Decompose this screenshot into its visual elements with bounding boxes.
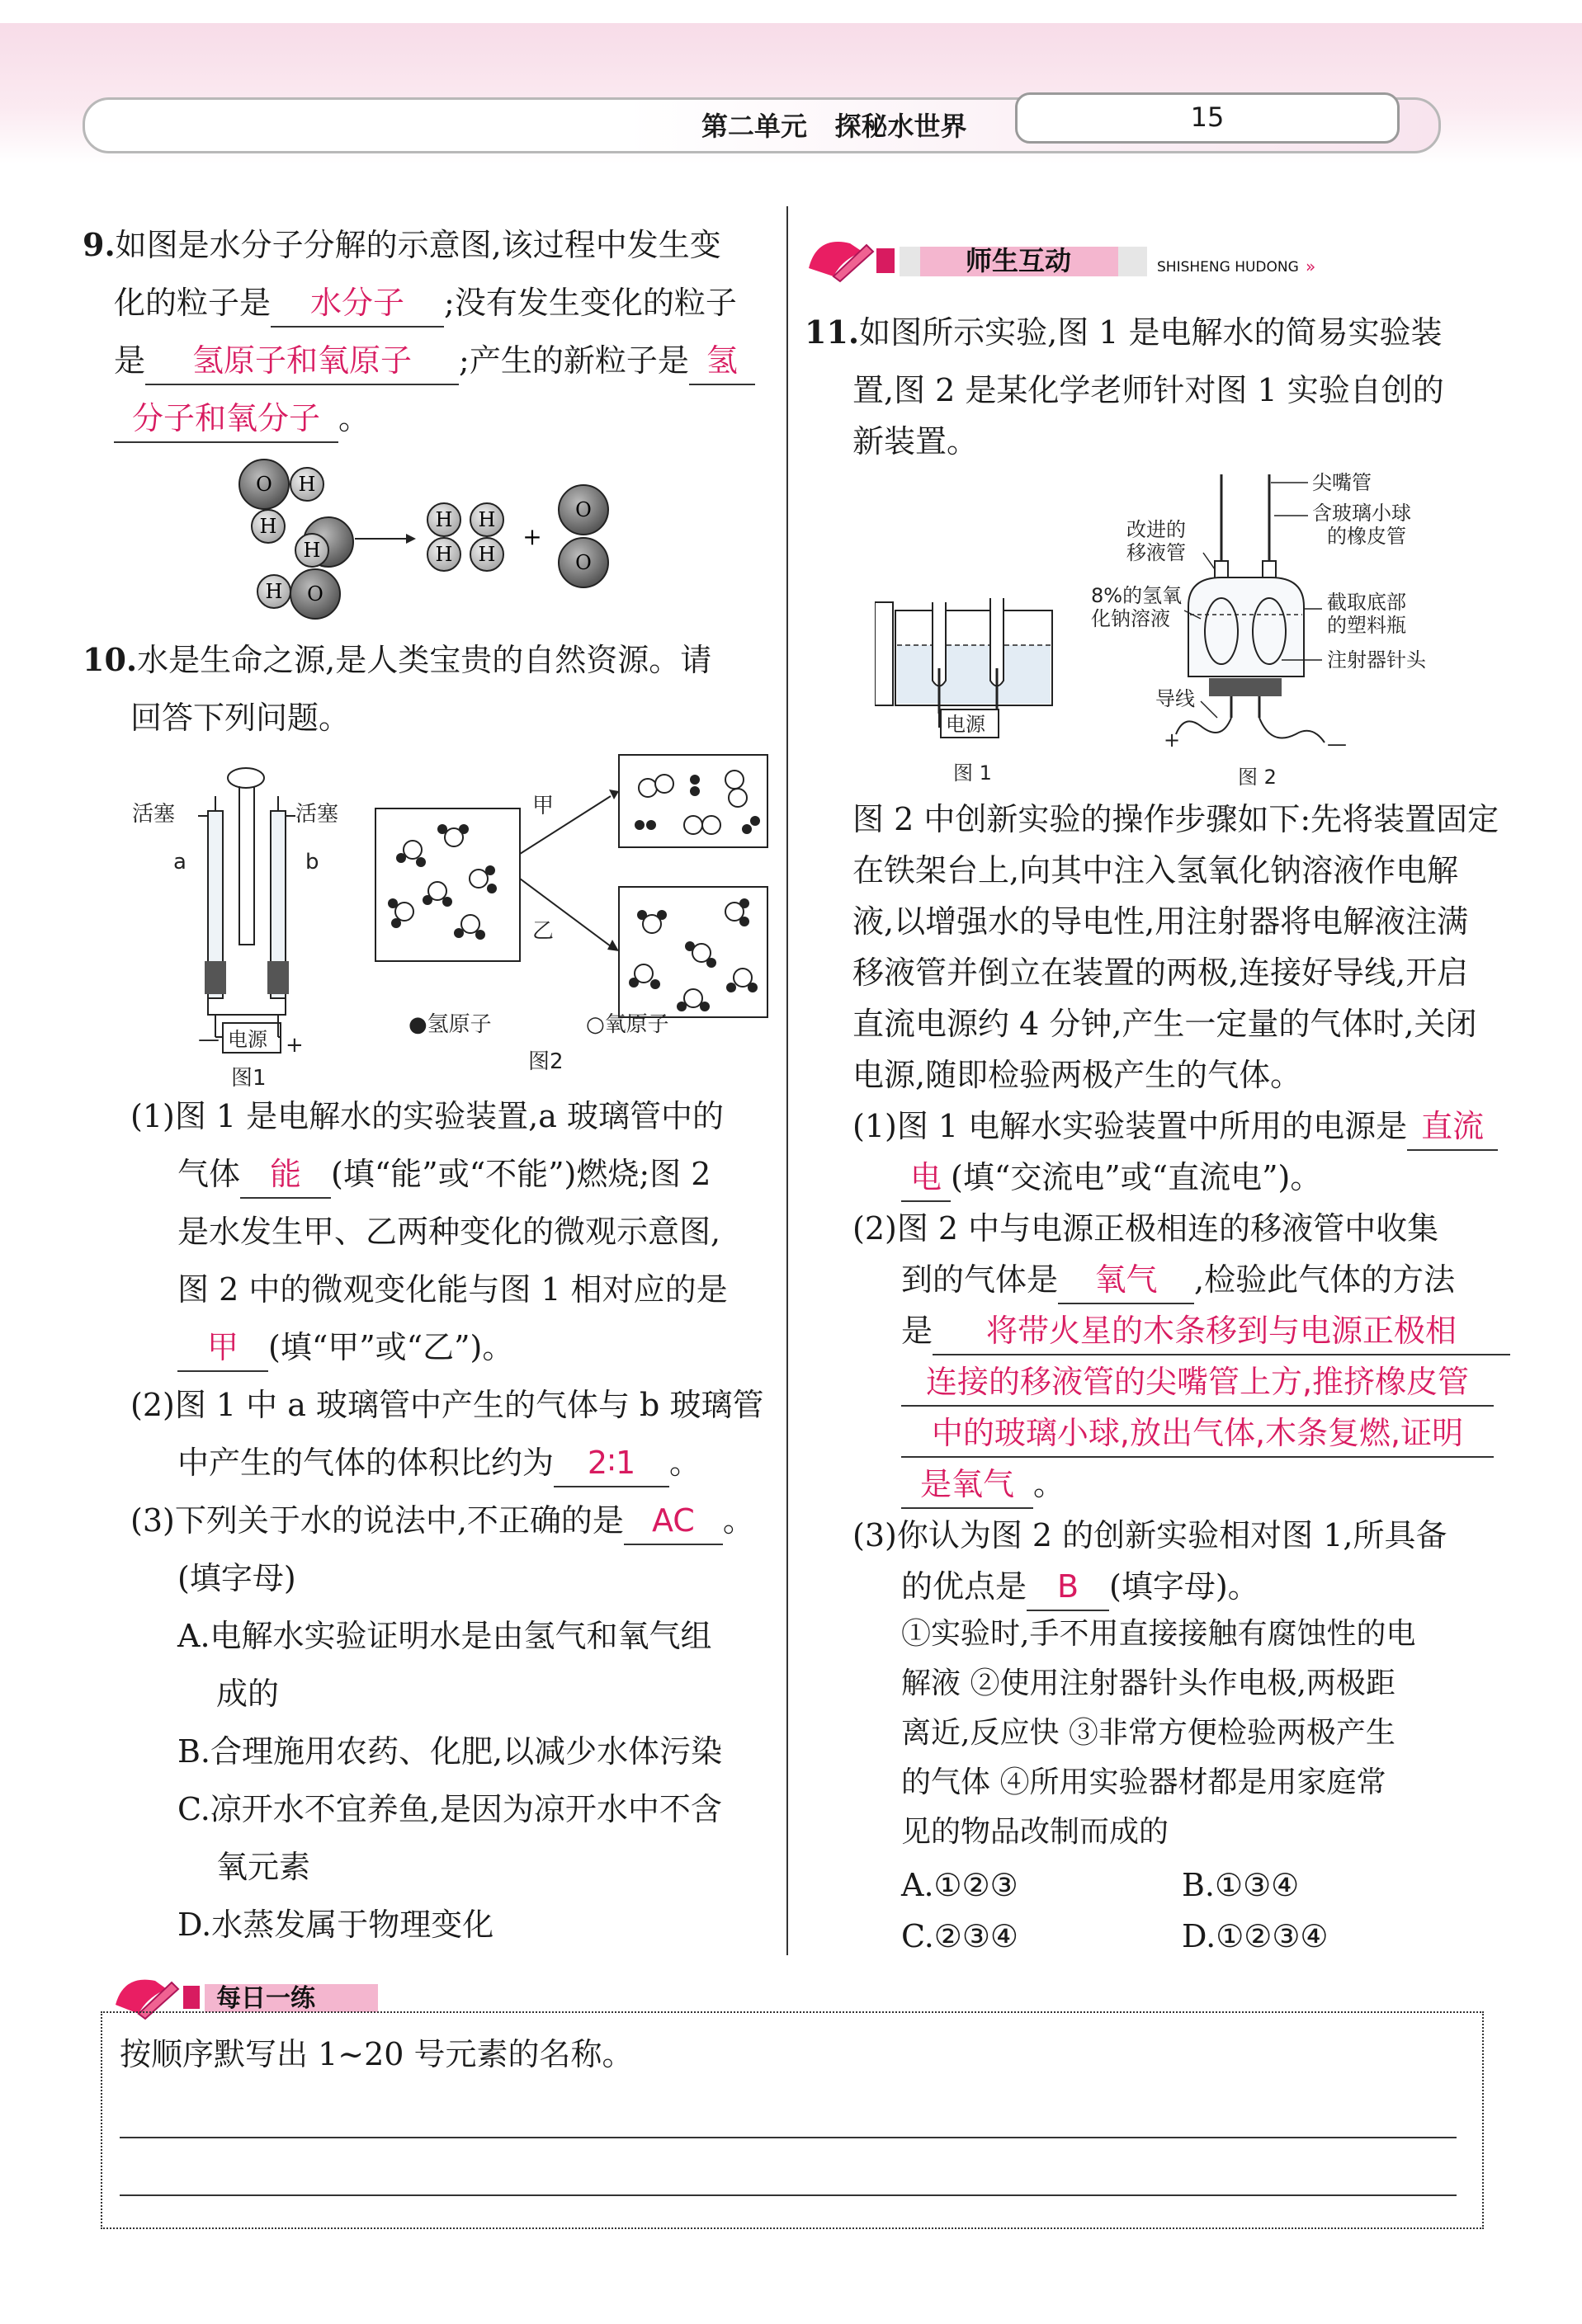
oxygen-atom [639,779,657,797]
q10-p3-end: 。 [722,1502,754,1539]
wire-label: 导线 [1155,687,1195,710]
fig1-caption: 图1 [231,1066,267,1091]
q10-p1-answer-1: 能 [240,1151,331,1199]
power-label: 电源 [228,1028,267,1051]
plus-sign: + [1164,728,1181,752]
q10-text-1: 水是生命之源,是人类宝贵的自然资源。请 [137,642,712,678]
q11-s1-line2 [901,1148,1321,1206]
atom-label: H [265,580,283,603]
hydrogen-atom [485,865,495,875]
q11-s3-item-text-4: 的气体 ④所用实验器材都是用家庭常 [901,1765,1386,1799]
section-pinyin: SHISHENG HUDONG [1157,259,1299,276]
q11-s2-line4 [901,1353,1494,1411]
pointer-line [1201,701,1217,718]
q11-s2-text-1: (2)图 2 中与电源正极相连的移液管中收集 [852,1210,1439,1247]
q11-s1-line1 [852,1097,1498,1155]
q11-s3-item-text-1: ①实验时,手不用直接接触有腐蚀性的电 [901,1617,1416,1651]
q10-p1-line1 [130,1087,724,1145]
q11-option-d-text: D.①②③④ [1182,1918,1329,1954]
q10-line1 [83,631,711,689]
q11-s2-answer-2: 将带火星的木条移到与电源正极相 [933,1308,1510,1355]
hydrogen-atom [690,775,700,785]
q10-p2-text-2: 中产生的气体的体积比约为 [177,1445,555,1481]
q11-s1-text-2: (填“交流电”或“直流电”)。 [951,1159,1322,1195]
q9-molecule-diagram [231,450,644,631]
q10-option-b [177,1723,722,1780]
q10-p2-answer: 2∶1 [554,1440,669,1487]
atom-label: O [575,551,592,574]
pipette-label-2: 移液管 [1126,541,1186,564]
q11-option-b [1182,1856,1299,1914]
q11-s2-line5 [901,1404,1494,1462]
arrow-head [406,534,416,544]
q11-s3-text-1: (3)你认为图 2 的创新实验相对图 1,所具备 [852,1517,1447,1553]
q9-line3 [114,332,755,389]
q11-s2-answer-3: 连接的移液管的尖嘴管上方,推挤橡皮管 [901,1359,1494,1407]
q10-option-a2 [216,1665,279,1723]
atom-label: O [575,498,592,521]
q10-option-b-text: B.合理施用农药、化肥,以减少水体污染 [177,1733,723,1770]
q10-figures [124,747,776,1093]
oxygen-atom [684,989,702,1007]
q11-text-1: 如图所示实验,图 1 是电解水的简易实验装 [859,314,1443,351]
q10-option-c-text-2: 氧元素 [216,1849,311,1885]
q11-option-a-text: A.①②③ [901,1867,1018,1903]
q11-s3-line2 [901,1558,1259,1615]
q9-text-1: 如图是水分子分解的示意图,该过程中发生变 [115,227,721,263]
q11-s3-item-5 [901,1807,1169,1858]
q10-p1-text-3: 是水发生甲、乙两种变化的微观示意图, [177,1214,721,1250]
plus-sign: + [286,1033,304,1058]
section-square [183,1986,200,2009]
q10-p3-text-1: (3)下列关于水的说法中,不正确的是 [130,1502,624,1539]
legend-oxygen: ○氧原子 [586,1012,669,1037]
atom-label: H [259,515,277,538]
q9-text-2a: 化的粒子是 [114,285,272,321]
q11-s2-end: 。 [1033,1466,1065,1502]
q10-line2 [130,689,350,747]
fig2-caption: 图 2 [1238,766,1277,789]
q11-option-b-text: B.①③④ [1182,1867,1300,1903]
atom-label: H [298,473,316,496]
bottle-label-2: 的塑料瓶 [1327,614,1406,637]
atom-label: H [478,543,496,566]
rubber-tube-label-1: 含玻璃小球 [1312,502,1411,525]
oxygen-atom [729,789,747,807]
q11-number: 11. [805,313,860,351]
rubber-tube-label-2: 的橡皮管 [1327,525,1406,548]
q11-option-c [901,1907,1018,1965]
hydrogen-atom [657,910,667,920]
change-yi-label: 乙 [532,919,555,944]
q9-answer-3b: 分子和氧分子 [114,395,338,443]
minus-sign: — [1327,733,1347,756]
q11-para-text-6: 电源,随即检验两极产生的气体。 [852,1057,1302,1093]
oxygen-atom [655,775,673,793]
needle-label: 注射器针头 [1327,648,1426,672]
section-header [800,227,1362,293]
q10-p1-text-1: (1)图 1 是电解水的实验装置,a 玻璃管中的 [130,1098,724,1134]
q9-answer-2: 氢原子和氧原子 [145,337,459,385]
hydrogen-atom [475,930,485,940]
q9-text-3b: ;产生的新粒子是 [459,342,689,379]
hydrogen-atom [487,884,497,893]
oxygen-atom [470,870,488,888]
fig2-caption: 图2 [528,1049,564,1074]
q10-option-d [177,1896,493,1954]
hydrogen-atom [454,928,464,938]
oxygen-atom [725,771,744,789]
q11-option-c-text: C.②③④ [901,1918,1018,1954]
tube-base [208,998,286,1015]
power-label: 电源 [946,713,985,736]
q11-para-text-5: 直流电源约 4 分钟,产生一定量的气体时,关闭 [852,1006,1477,1042]
q10-p1-text-2a: 气体 [177,1156,241,1192]
q10-p1-line5 [177,1318,513,1376]
hydrogen-atom [396,853,406,863]
q9-text-2b: ;没有发生变化的粒子 [444,285,737,321]
oxygen-atom [461,915,479,933]
q11-s2-line1 [852,1200,1438,1257]
hydrogen-atom [742,824,752,834]
hydrogen-atom [739,917,749,926]
daily-prompt [120,2025,634,2083]
q11-text-2: 置,图 2 是某化学老师针对图 1 实验自创的 [852,372,1444,408]
atom-label: H [303,539,321,562]
q11-s1-text-1: (1)图 1 电解水实验装置中所用的电源是 [852,1108,1408,1144]
page-number-tab [1015,92,1400,144]
header-unit-text: 第二单元 [701,111,808,142]
q11-line2 [852,361,1444,419]
q11-s2-text-2a: 到的气体是 [901,1261,1059,1298]
section-square [876,248,895,273]
q11-para-6 [852,1046,1301,1104]
atom-label: O [256,473,272,496]
q11-option-d [1182,1907,1328,1965]
q10-p3-text-2: (填字母) [177,1560,296,1596]
wire-left [1176,718,1231,734]
hydrogen-atom [388,898,398,908]
q10-option-d-text: D.水蒸发属于物理变化 [177,1907,494,1943]
q11-para-text-3: 液,以增强水的导电性,用注射器将电解液注满 [852,903,1469,940]
fig1-caption: 图 1 [953,761,992,785]
q9-answer-3a: 氢 [689,337,755,385]
hydrogen-atom [637,910,647,920]
q10-option-a-text: A.电解水实验证明水是由氢气和氧气组 [177,1618,712,1654]
q11-s2-text-2b: ,检验此气体的方法 [1194,1261,1456,1298]
q11-s3-answer: B [1027,1563,1109,1611]
column-divider [786,206,788,1955]
q10-p1-text-5: (填“甲”或“乙”)。 [268,1329,514,1365]
oxygen-atom [692,944,711,962]
stopper-label-left: 活塞 [132,802,176,827]
atom-label: H [435,508,453,531]
q10-p1-text-2b: (填“能”或“不能”)燃烧;图 2 [331,1156,711,1192]
hydrogen-atom [646,820,656,830]
hydrogen-atom [726,983,736,992]
hydrogen-atom [750,816,760,826]
q10-p3-line1 [130,1492,754,1549]
plus-sign: + [522,523,542,550]
chevron-right-icon: » [1306,257,1316,276]
q11-para-text-1: 图 2 中创新实验的操作步骤如下:先将装置固定 [852,801,1499,837]
q10-option-a1 [177,1607,712,1665]
q11-s2-line3 [901,1302,1510,1360]
q9-text-3a: 是 [114,342,146,379]
q11-para-1 [852,790,1499,848]
q11-para-2 [852,841,1458,899]
tip-label: 尖嘴管 [1312,471,1372,494]
q10-p1-text-4: 图 2 中的微观变化能与图 1 相对应的是 [177,1271,728,1308]
q10-p2-line1 [130,1376,763,1434]
q10-p2-line2 [177,1434,701,1492]
hydrogen-atom [391,918,401,928]
hydrogen-atom [459,824,469,834]
cork [1209,678,1282,696]
pipette-label-1: 改进的 [1126,518,1186,541]
q11-s3-text-2a: 的优点是 [901,1568,1027,1605]
electrode-left [205,961,226,994]
hydrogen-atom [700,1002,710,1011]
tube-a-label: a [173,850,187,874]
q11-text-3: 新装置。 [852,423,979,460]
change-jia-label: 甲 [532,794,555,818]
q11-para-3 [852,893,1468,950]
answer-line-1[interactable] [120,2137,1457,2138]
atom-label: H [478,508,496,531]
q9-number: 9. [83,226,116,263]
naoh-label-1: 8%的氢氧 [1091,584,1183,607]
arrow-head [609,790,619,799]
hydrogen-atom [423,895,432,905]
q11-s3-item-text-2: 解液 ②使用注射器针头作电极,两极距 [901,1666,1395,1700]
q10-p1-answer-2: 甲 [177,1324,268,1372]
q11-s3-line1 [852,1506,1447,1564]
q11-para-5 [852,995,1477,1053]
solution [897,645,1051,704]
legend-hydrogen: ●氢原子 [408,1012,492,1037]
q11-option-a [901,1856,1018,1914]
q11-s3-item-text-3: 离近,反应快 ③非常方便检验两极产生 [901,1716,1395,1750]
hydrogen-atom [706,958,716,968]
hydrogen-atom [650,979,660,989]
center-tube [239,786,254,945]
tube-b-label: b [305,850,319,874]
q11-s1-answer-1: 直流 [1407,1103,1498,1151]
funnel-top [228,768,264,788]
q11-apparatus-figure [875,462,1535,800]
hydrogen-atom [685,941,695,951]
q11-s3-item-2 [901,1658,1395,1709]
q10-number: 10. [83,641,138,678]
q11-line1 [805,304,1443,361]
q11-s2-text-3a: 是 [901,1313,933,1349]
hydrogen-atom [416,857,426,867]
wire-right [1259,718,1325,742]
oxygen-atom [734,969,752,987]
q10-option-c2 [216,1838,310,1896]
stand [875,602,893,705]
q10-p1-line3 [177,1203,720,1261]
daily-title: 每日一练 [216,1984,315,2013]
q11-s3-item-text-5: 见的物品改制而成的 [901,1815,1169,1849]
q10-p3-line2 [177,1549,296,1607]
q9-answer-1: 水分子 [271,280,444,328]
q11-s1-answer-2: 电 [901,1154,951,1202]
q10-p2-end: 。 [669,1445,701,1481]
q11-para-4 [852,944,1468,1002]
oxygen-atom [684,816,702,834]
q9-text-4: 。 [338,400,371,436]
q11-s3-text-2b: (填字母)。 [1109,1568,1259,1605]
q11-para-text-2: 在铁架台上,向其中注入氢氧化钠溶液作电解 [852,852,1459,889]
hydrogen-atom [677,1002,687,1011]
minus-sign: — [198,1027,220,1052]
q11-s3-item-3 [901,1708,1395,1759]
bottle-label-1: 截取底部 [1327,591,1406,614]
q11-s2-line6 [901,1455,1065,1513]
answer-line-2[interactable] [120,2194,1457,2196]
q9-line1 [83,216,721,274]
q11-s3-item-1 [901,1609,1415,1660]
q10-p2-text-1: (2)图 1 中 a 玻璃管中产生的气体与 b 玻璃管 [130,1387,764,1423]
header-unit [701,106,966,144]
q10-p1-line4 [177,1261,728,1318]
q11-s3-item-4 [901,1757,1386,1808]
daily-prompt-text: 按顺序默写出 1~20 号元素的名称。 [120,2036,634,2072]
section-title: 师生互动 [966,245,1072,276]
q9-line2 [114,274,737,332]
q11-para-text-4: 移液管并倒立在装置的两极,连接好导线,开启 [852,955,1469,991]
q11-s2-answer-4: 中的玻璃小球,放出气体,木条复燃,证明 [901,1410,1494,1458]
q10-option-c-text: C.凉开水不宜养鱼,是因为凉开水中不含 [177,1791,722,1827]
oxygen-atom [395,903,413,921]
hydrogen-atom [690,786,700,796]
oxygen-atom [702,816,720,834]
oxygen-atom [404,841,422,859]
pointer-line [1203,553,1215,569]
hydrogen-atom [442,897,452,907]
electrode-right [267,961,289,994]
q11-s2-answer-1: 氧气 [1058,1256,1194,1304]
naoh-label-2: 化钠溶液 [1091,607,1170,630]
q10-option-a-text-2: 成的 [216,1676,280,1712]
q11-s2-line2 [901,1251,1455,1308]
atom-label: O [307,582,323,606]
q10-option-c1 [177,1780,722,1838]
hydrogen-atom [748,983,758,992]
hydrogen-atom [437,824,447,834]
stopper-label-right: 活塞 [295,802,339,827]
header-title-text: 探秘水世界 [834,111,967,142]
q10-p3-answer: AC [624,1497,723,1545]
q11-s2-answer-5: 是氧气 [901,1461,1033,1509]
hydrogen-atom [739,898,749,908]
q9-line4 [114,389,370,447]
hydrogen-atom [629,978,639,988]
q10-text-2: 回答下列问题。 [130,700,351,736]
page-number: 15 [1190,101,1225,133]
atom-label: H [435,543,453,566]
hydrogen-atom [635,820,645,830]
q10-p1-line2 [177,1145,711,1203]
